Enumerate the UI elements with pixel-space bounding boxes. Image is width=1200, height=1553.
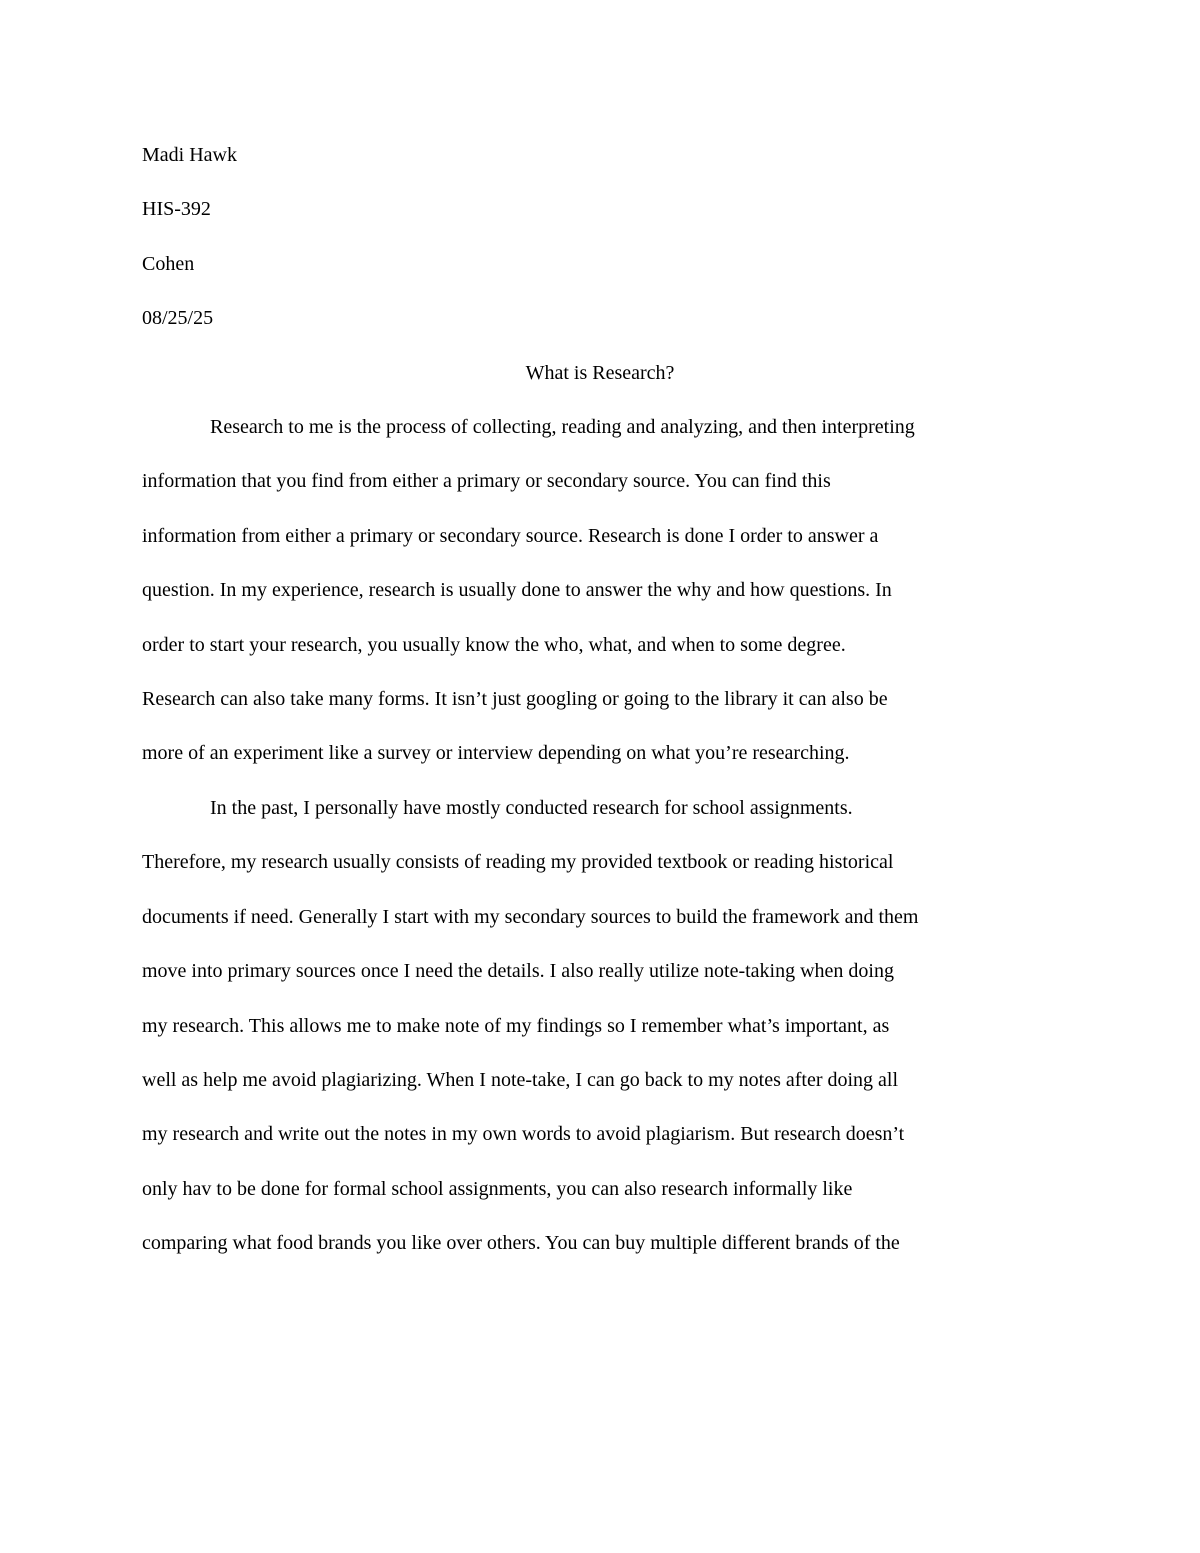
paragraph-line: information from either a primary or secondary source. Research is done I order to answer a <box>142 524 879 547</box>
paragraph-line: move into primary sources once I need the details. I also really utilize note-taking when doing <box>142 960 894 983</box>
paragraph-line: documents if need. Generally I start with my secondary sources to build the framework and them <box>142 905 919 928</box>
paragraph-line: In the past, I personally have mostly conducted research for school assignments. <box>210 796 853 819</box>
paragraph-line: well as help me avoid plagiarizing. When I note-take, I can go back to my notes after doing all <box>142 1068 899 1091</box>
paragraph-line: Research can also take many forms. It isn’t just googling or going to the library it can also be <box>142 688 888 711</box>
document-title: What is Research? <box>525 361 675 384</box>
document-body <box>142 128 1058 1271</box>
paragraph-line: question. In my experience, research is usually done to answer the why and how questions. In <box>142 579 892 602</box>
paragraph-line: Therefore, my research usually consists of reading my provided textbook or reading historical <box>142 851 894 874</box>
paragraph-line: Research to me is the process of collecting, reading and analyzing, and then interpreting <box>210 416 915 439</box>
paragraph-line: comparing what food brands you like over others. You can buy multiple different brands of the <box>142 1232 900 1255</box>
paragraph-1 <box>142 400 1058 781</box>
paragraph-line: order to start your research, you usually know the who, what, and when to some degree. <box>142 633 846 656</box>
paragraph-line: my research and write out the notes in my own words to avoid plagiarism. But research doesn’t <box>142 1123 905 1146</box>
course-code: HIS-392 <box>142 198 211 221</box>
document-date: 08/25/25 <box>142 307 214 330</box>
paragraph-line: my research. This allows me to make note of my findings so I remember what’s important, as <box>142 1014 890 1037</box>
paragraph-line: information that you find from either a primary or secondary source. You can find this <box>142 470 831 493</box>
author-name: Madi Hawk <box>142 144 237 166</box>
paragraph-line: only hav to be done for formal school assignments, you can also research informally like <box>142 1177 853 1200</box>
paragraph-2 <box>142 781 1058 1271</box>
paragraph-line: more of an experiment like a survey or interview depending on what you’re researching. <box>142 742 850 765</box>
instructor-name: Cohen <box>142 252 195 275</box>
